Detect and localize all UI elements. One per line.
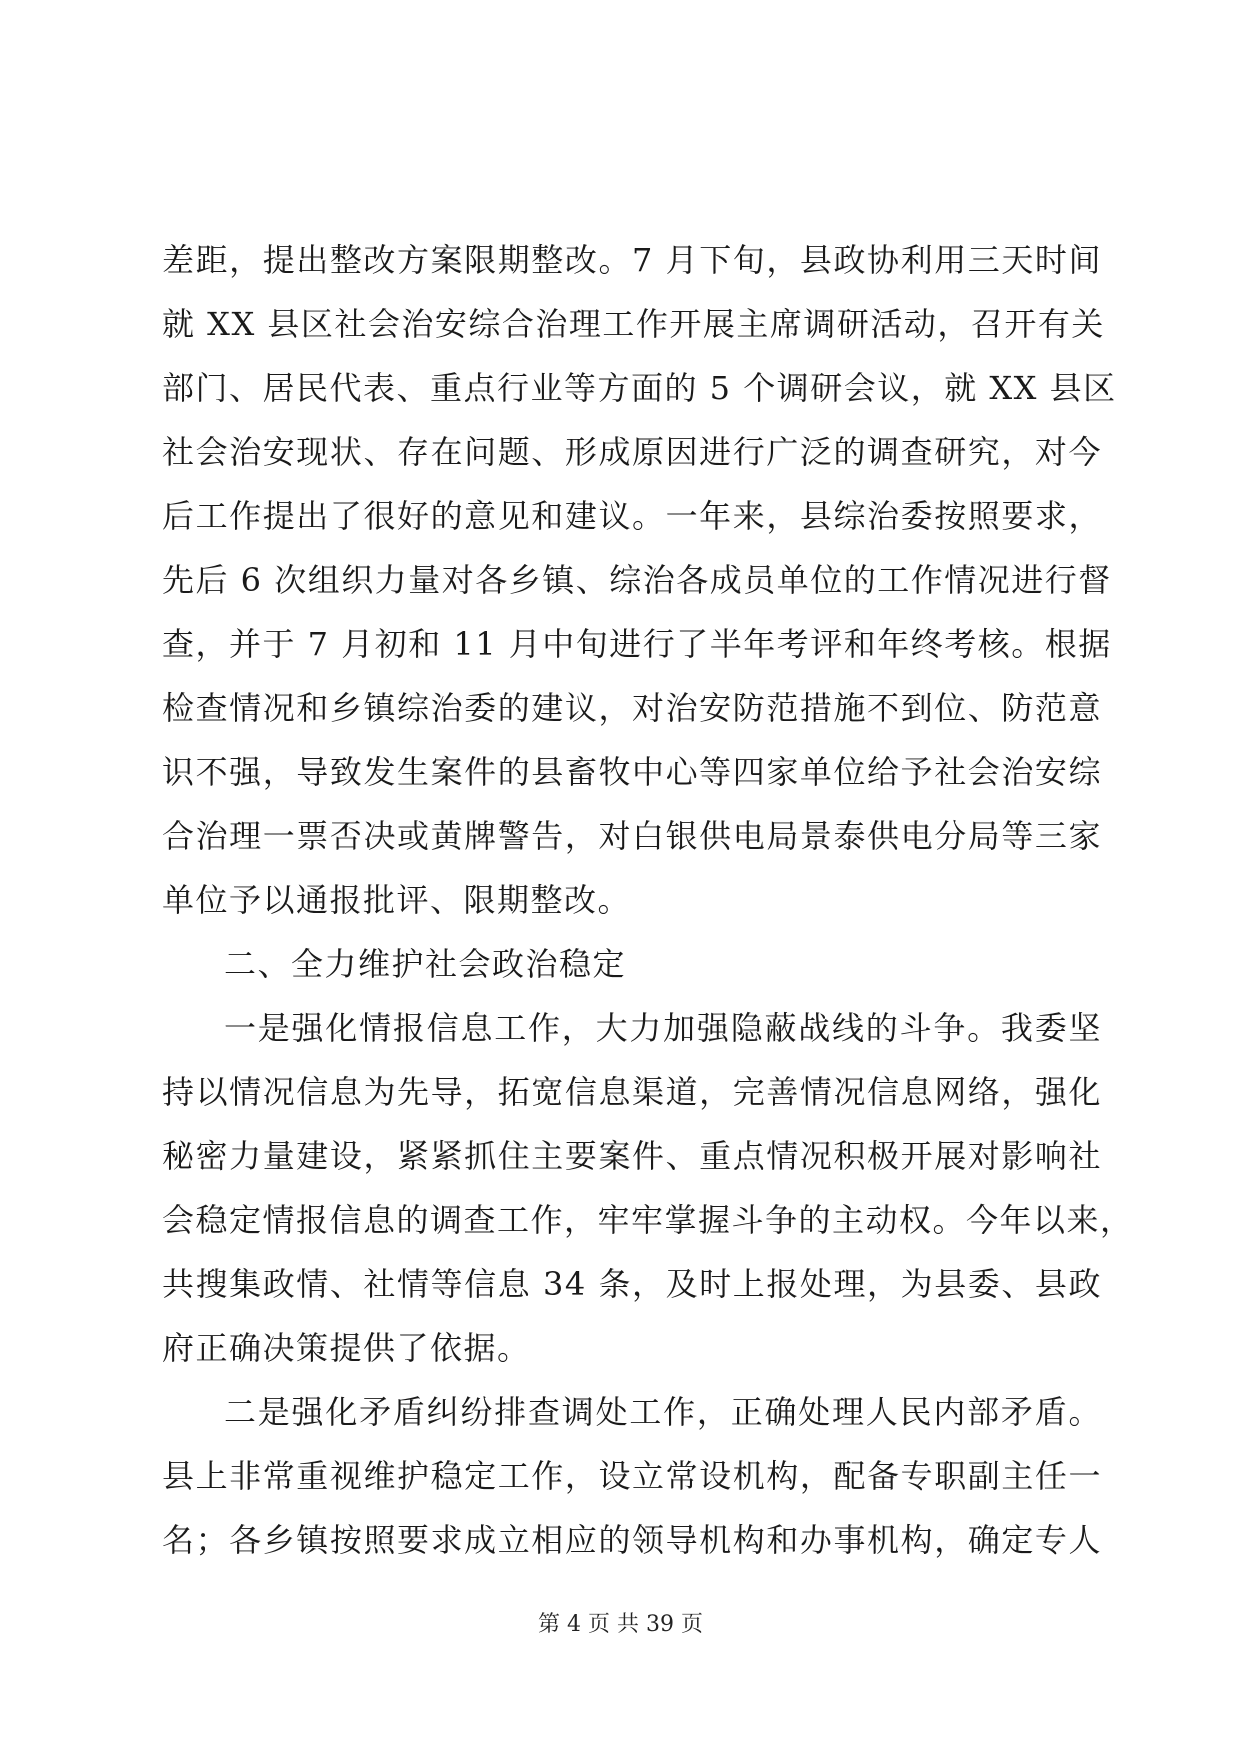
text-line: 先后 6 次组织力量对各乡镇、综治各成员单位的工作情况进行督 — [162, 561, 1112, 599]
text-line: 社会治安现状、存在问题、形成原因进行广泛的调查研究，对今 — [162, 433, 1102, 471]
text-line: 二是强化矛盾纠纷排查调处工作，正确处理人民内部矛盾。 — [224, 1393, 1102, 1431]
text-line: 识不强，导致发生案件的县畜牧中心等四家单位给予社会治安综 — [162, 753, 1102, 791]
text-line: 部门、居民代表、重点行业等方面的 5 个调研会议，就 XX 县区 — [162, 369, 1117, 407]
text-line: 秘密力量建设，紧紧抓住主要案件、重点情况积极开展对影响社 — [162, 1137, 1102, 1175]
text-line: 共搜集政情、社情等信息 34 条，及时上报处理，为县委、县政 — [162, 1265, 1102, 1303]
document-body — [162, 228, 1134, 1572]
text-line: 查，并于 7 月初和 11 月中旬进行了半年考评和年终考核。根据 — [162, 625, 1112, 663]
text-line: 就 XX 县区社会治安综合治理工作开展主席调研活动，召开有关 — [162, 305, 1105, 343]
text-line: 府正确决策提供了依据。 — [162, 1329, 531, 1367]
page-number-footer: 第 4 页 共 39 页 — [538, 1612, 703, 1637]
text-line: 会稳定情报信息的调查工作，牢牢掌握斗争的主动权。今年以来， — [162, 1201, 1134, 1239]
text-line: 持以情况信息为先导，拓宽信息渠道，完善情况信息网络，强化 — [162, 1073, 1102, 1111]
text-line: 检查情况和乡镇综治委的建议，对治安防范措施不到位、防范意 — [162, 689, 1102, 727]
text-line: 差距，提出整改方案限期整改。7 月下旬，县政协利用三天时间 — [162, 241, 1102, 279]
text-line: 后工作提出了很好的意见和建议。一年来，县综治委按照要求， — [162, 497, 1102, 535]
text-line: 一是强化情报信息工作，大力加强隐蔽战线的斗争。我委坚 — [224, 1009, 1102, 1047]
text-line: 合治理一票否决或黄牌警告，对白银供电局景泰供电分局等三家 — [162, 817, 1102, 855]
section-heading: 二、全力维护社会政治稳定 — [224, 945, 627, 983]
text-line: 县上非常重视维护稳定工作，设立常设机构，配备专职副主任一 — [162, 1457, 1102, 1495]
text-line: 名；各乡镇按照要求成立相应的领导机构和办事机构，确定专人 — [162, 1521, 1102, 1559]
text-line: 单位予以通报批评、限期整改。 — [162, 881, 632, 919]
